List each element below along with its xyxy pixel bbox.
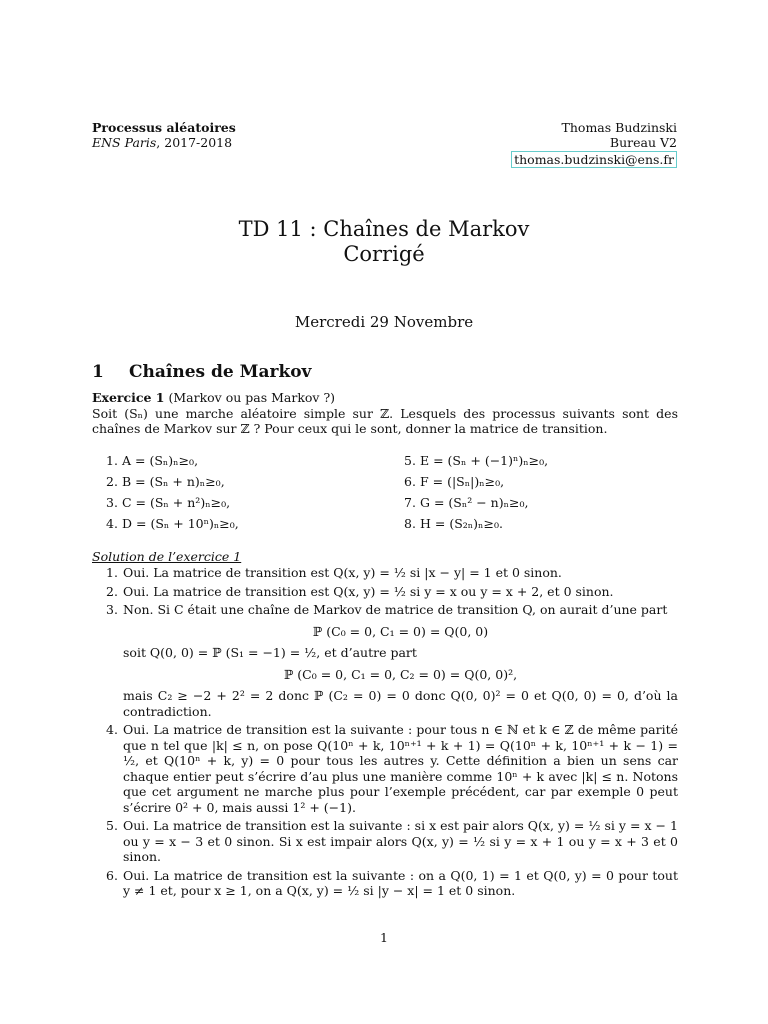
process-list-right <box>404 450 548 534</box>
list-item-number: 5. <box>404 453 416 468</box>
solution-text: Non. Si C était une chaîne de Markov de matrice de transition Q, on aurait d’une part <box>123 602 668 617</box>
solution-number: 3. <box>106 602 118 617</box>
course-name: Processus aléatoires <box>92 120 236 135</box>
list-item-text: C = (Sₙ + n²)ₙ≥₀, <box>122 495 231 510</box>
list-item <box>106 492 239 513</box>
section-title: Chaînes de Markov <box>129 362 312 382</box>
list-item <box>404 471 548 492</box>
solution-text: mais C₂ ≥ −2 + 2² = 2 donc ℙ (C₂ = 0) = 0 donc Q(0, 0)² = 0 et Q(0, 0) = 0, d’où la contradiction. <box>123 688 678 719</box>
school-name: ENS Paris <box>92 135 157 150</box>
solution-list <box>92 565 678 902</box>
list-item-text: B = (Sₙ + n)ₙ≥₀, <box>122 474 225 489</box>
list-item <box>404 450 548 471</box>
solution-item <box>92 584 678 600</box>
solution-text: Oui. La matrice de transition est Q(x, y) = ½ si |x − y| = 1 et 0 sinon. <box>123 565 562 580</box>
solution-text: Oui. La matrice de transition est Q(x, y) = ½ si y = x ou y = x + 2, et 0 sinon. <box>123 583 614 599</box>
list-item-number: 1. <box>106 453 118 468</box>
list-item-number: 6. <box>404 474 416 489</box>
list-item-number: 4. <box>106 516 118 531</box>
list-item-text: F = (|Sₙ|)ₙ≥₀, <box>420 474 505 489</box>
list-item <box>106 513 239 534</box>
author-header <box>511 120 677 168</box>
list-item-number: 7. <box>404 495 416 510</box>
section-number: 1 <box>92 362 104 382</box>
exercise-subtitle: (Markov ou pas Markov ?) <box>164 390 336 405</box>
list-item-text: G = (Sₙ² − n)ₙ≥₀, <box>420 495 529 510</box>
solution-item <box>92 565 678 581</box>
list-item <box>404 513 548 534</box>
page-number: 1 <box>380 930 388 945</box>
email-link[interactable]: thomas.budzinski@ens.fr <box>511 151 677 168</box>
solution-number: 6. <box>106 867 118 883</box>
school-year <box>92 135 236 150</box>
solution-text: soit Q(0, 0) = ℙ (S₁ = −1) = ½, et d’autre part <box>123 645 417 660</box>
process-list-left <box>106 450 239 534</box>
list-item-text: E = (Sₙ + (−1)ⁿ)ₙ≥₀, <box>420 453 549 468</box>
exercise-text: Soit (Sₙ) une marche aléatoire simple sur ℤ. Lesquels des processus suivants sont des chaînes de Markov sur ℤ ? Pour ceux qui le sont, donner la matrice de transition. <box>92 405 678 436</box>
exercise-label: Exercice 1 <box>92 390 165 405</box>
solution-text: Oui. La matrice de transition est la suivante : si x est pair alors Q(x, y) = ½ si y = x − 1 ou y = x − 3 et 0 sinon. Si x est impair alors Q(x, y) = ½ si y = x + 1 ou y = x + 3 et 0 sinon. <box>123 818 678 864</box>
solution-text: Oui. La matrice de transition est la suivante : on a Q(0, 1) = 1 et Q(0, y) = 0 pour tout y ≠ 1 et, pour x ≥ 1, on a Q(x, y) = ½ si |y − x| = 1 et 0 sinon. <box>123 867 678 898</box>
solution-number: 4. <box>106 722 118 737</box>
solution-item <box>92 722 678 815</box>
document-date: Mercredi 29 Novembre <box>294 313 474 331</box>
title-line-1: TD 11 : Chaînes de Markov <box>238 217 530 241</box>
list-item-text: A = (Sₙ)ₙ≥₀, <box>122 453 199 468</box>
course-header <box>92 120 236 150</box>
solution-title: Solution de l’exercice 1 <box>92 549 242 564</box>
list-item-text: D = (Sₙ + 10ⁿ)ₙ≥₀, <box>122 516 239 531</box>
solution-number: 2. <box>106 583 118 599</box>
list-item-number: 2. <box>106 474 118 489</box>
list-item-number: 3. <box>106 495 118 510</box>
list-item <box>106 450 239 471</box>
author-name: Thomas Budzinski <box>561 120 677 135</box>
document-title <box>0 217 768 267</box>
list-item <box>106 471 239 492</box>
exercise-statement <box>92 390 678 437</box>
solution-number: 5. <box>106 818 118 833</box>
list-item-text: H = (S₂ₙ)ₙ≥₀. <box>420 516 503 531</box>
solution-item <box>92 868 678 899</box>
title-line-2: Corrigé <box>343 242 425 266</box>
list-item <box>404 492 548 513</box>
display-equation: ℙ (C₀ = 0, C₁ = 0) = Q(0, 0) <box>312 623 489 639</box>
solution-item <box>92 602 678 719</box>
solution-item <box>92 818 678 865</box>
list-item-number: 8. <box>404 516 416 531</box>
display-equation: ℙ (C₀ = 0, C₁ = 0, C₂ = 0) = Q(0, 0)², <box>283 666 518 682</box>
section-heading <box>92 362 311 382</box>
academic-year: , 2017-2018 <box>156 135 233 150</box>
solution-number: 1. <box>106 565 118 580</box>
author-office: Bureau V2 <box>609 135 677 150</box>
solution-text: Oui. La matrice de transition est la suivante : pour tous n ∈ ℕ et k ∈ ℤ de même parité que n tel que |k| ≤ n, on pose Q(10ⁿ + k, 10ⁿ⁺¹ + k + 1) = Q(10ⁿ + k, 10ⁿ⁺¹ + k − 1) = ½, et Q(10ⁿ + k, y) = 0 pour tous les autres y. Cette définition a bien un sens car chaque entier peut s’écrire d’au plus une manière comme 10ⁿ + k avec |k| ≤ n. Notons que cet argument ne marche plus pour l’exemple précédent, car par exemple 0 peut s’écrire 0² + 0, mais aussi 1² + (−1). <box>123 722 678 815</box>
